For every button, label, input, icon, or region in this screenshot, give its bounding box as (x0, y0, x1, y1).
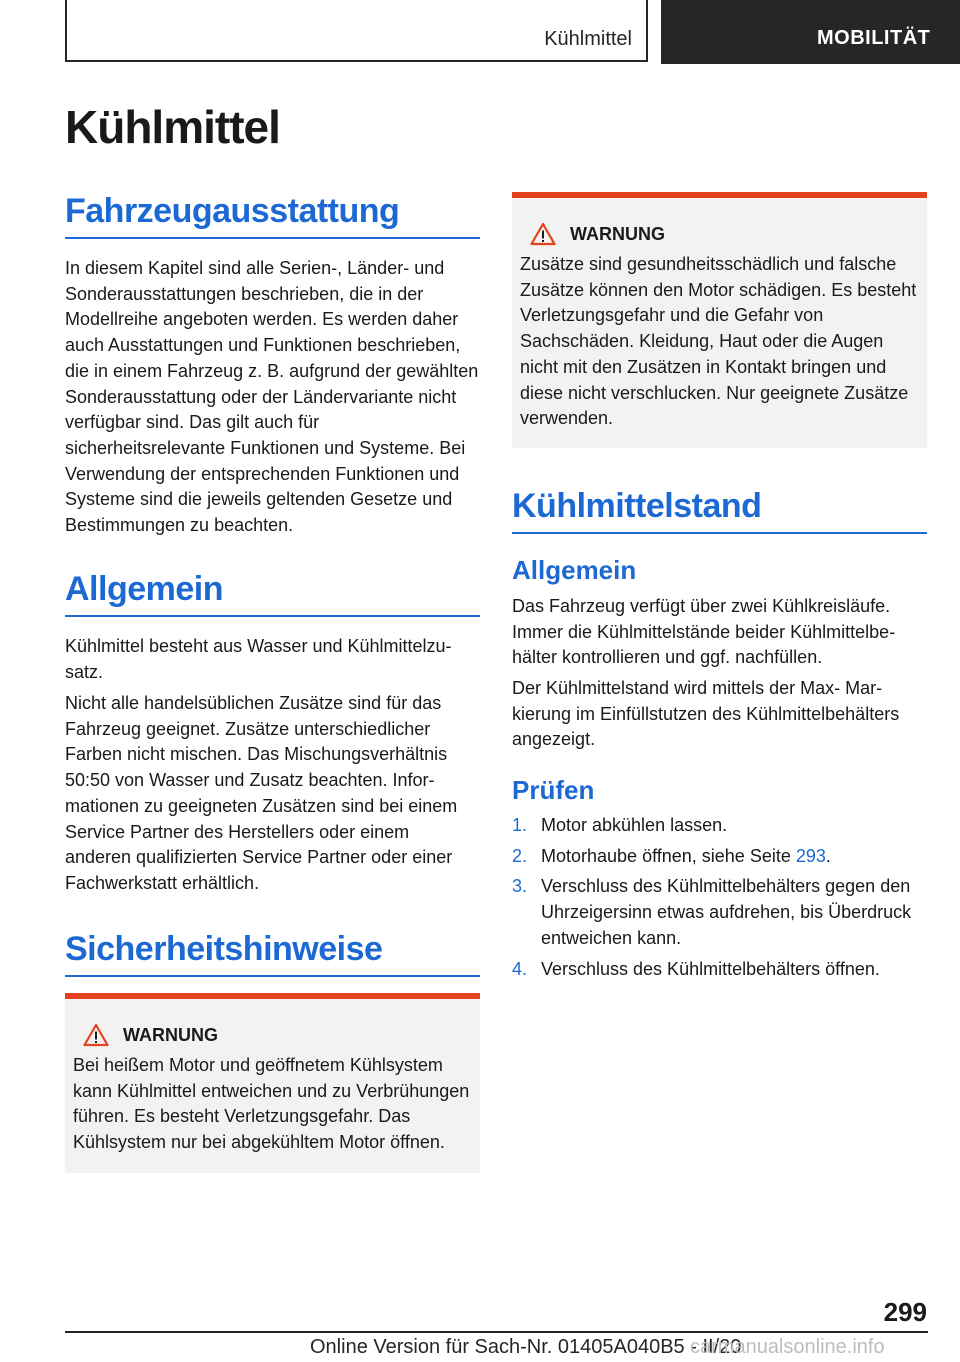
warning-text: Bei heißem Motor und geöffnetem Kühlsystem kann Kühlmittel entweichen und zu Verbrühungen führen. Es besteht Verletzungsgefahr. Das Kühlsystem nur bei abgekühltem Motor öffnen. (73, 1055, 470, 1153)
step-number: 2. (512, 845, 528, 866)
list-item (512, 844, 927, 870)
warning-box-hot-engine (65, 993, 480, 1173)
subheading-allgemein: Allgemein (512, 555, 637, 585)
step-number: 4. (512, 958, 528, 979)
warning-text: Zusätze sind gesundheitsschädlich und falsche Zusätze können den Motor schädigen. Es besteht Verletzungsgefahr und die Gefahr von Sachschäden. Kleidung, Haut oder die Augen nicht mit den Zusätzen in Kontakt bringen und diese nicht verschlucken. Nur geeignete Zusätze verwenden. (520, 254, 917, 429)
step-text: Verschluss des Kühlmittelbehälters gegen den Uhrzeigersinn etwas aufdrehen, bis Überdruck entweichen kann. (541, 876, 912, 948)
header-chapter-label: MOBILITÄT (817, 27, 931, 49)
step-text: Verschluss des Kühlmittelbehälters öffnen. (541, 958, 880, 979)
paragraph-allgemein-2: Nicht alle handelsüblichen Zusätze sind für das Fahrzeug geeignet. Zusätze unterschiedlicher Farben nicht mischen. Das Mischungsverhältnis 50:50 von Wasser und Zusatz beachten. Informationen zu geeigneten Zusätzen sind bei einem Service Partner des Herstellers oder einem anderen qualifizierten Service Partner oder einer Fachwerkstatt erhältlich. (65, 693, 458, 893)
footer-watermark: carmanualsonline.info (690, 1336, 885, 1358)
page-title: Kühlmittel (65, 101, 280, 153)
page-link-293[interactable]: 293 (795, 845, 826, 866)
paragraph-allgemein-1: Kühlmittel besteht aus Wasser und Kühlmittelzusatz. (65, 636, 452, 682)
warning-title-row (83, 1023, 472, 1047)
header-section-label: Kühlmittel (544, 28, 632, 50)
header-chapter-tab (661, 0, 960, 64)
paragraph-kuehlkreislaeufe: Das Fahrzeug verfügt über zwei Kühlkreisläufe. Immer die Kühlmittelstände beider Kühlmittelbehälter kontrollieren und ggf. nachfüllen. (512, 596, 896, 668)
heading-allgemein: Allgemein (65, 570, 480, 617)
step-text: Motorhaube öffnen, siehe Seite (541, 845, 796, 866)
heading-kuehlmittelstand: Kühlmittelstand (512, 487, 927, 534)
paragraph-fahrzeugausstattung: In diesem Kapitel sind alle Serien-, Länder- und Sonderausstattungen beschrieben, die in der Modellreihe angeboten werden. Es werden daher auch Ausstattungen und Funktionen beschrieben, die in einem Fahrzeug z. B. aufgrund der gewählten Sonderausstattung oder der Ländervariante nicht verfügbar sind. Das gilt auch für sicherheitsrelevante Funktionen und Systeme. Bei Verwendung der entsprechenden Funktionen und Systeme sind die jeweils geltenden Gesetze und Bestimmungen zu beachten. (65, 258, 479, 536)
warning-title: WARNUNG (570, 223, 665, 244)
list-item (512, 874, 927, 951)
paragraph-max-markierung: Der Kühlmittelstand wird mittels der Max- Markierung im Einfüllstutzen des Kühlmittelbehälters angezeigt. (512, 678, 900, 750)
warning-title: WARNUNG (123, 1024, 218, 1045)
footer-divider (65, 1331, 928, 1333)
warning-triangle-icon (530, 222, 556, 246)
page-number: 299 (883, 1297, 927, 1327)
list-item (512, 813, 927, 839)
steps-list (512, 813, 927, 987)
step-number: 3. (512, 876, 528, 897)
heading-sicherheitshinweise: Sicherheitshinweise (65, 930, 480, 977)
subheading-pruefen: Prüfen (512, 775, 595, 805)
header-section-tab (65, 0, 648, 62)
step-text: Motor abkühlen lassen. (541, 815, 728, 835)
step-text-end: . (825, 845, 831, 866)
warning-box-additives (512, 192, 927, 448)
list-item (512, 957, 927, 983)
step-number: 1. (512, 815, 528, 835)
footer-online-version: Online Version für Sach-Nr. 01405A040B5 - II/20 (310, 1336, 742, 1358)
heading-fahrzeugausstattung: Fahrzeugausstattung (65, 192, 480, 239)
warning-title-row (530, 222, 919, 246)
warning-triangle-icon (83, 1023, 109, 1047)
